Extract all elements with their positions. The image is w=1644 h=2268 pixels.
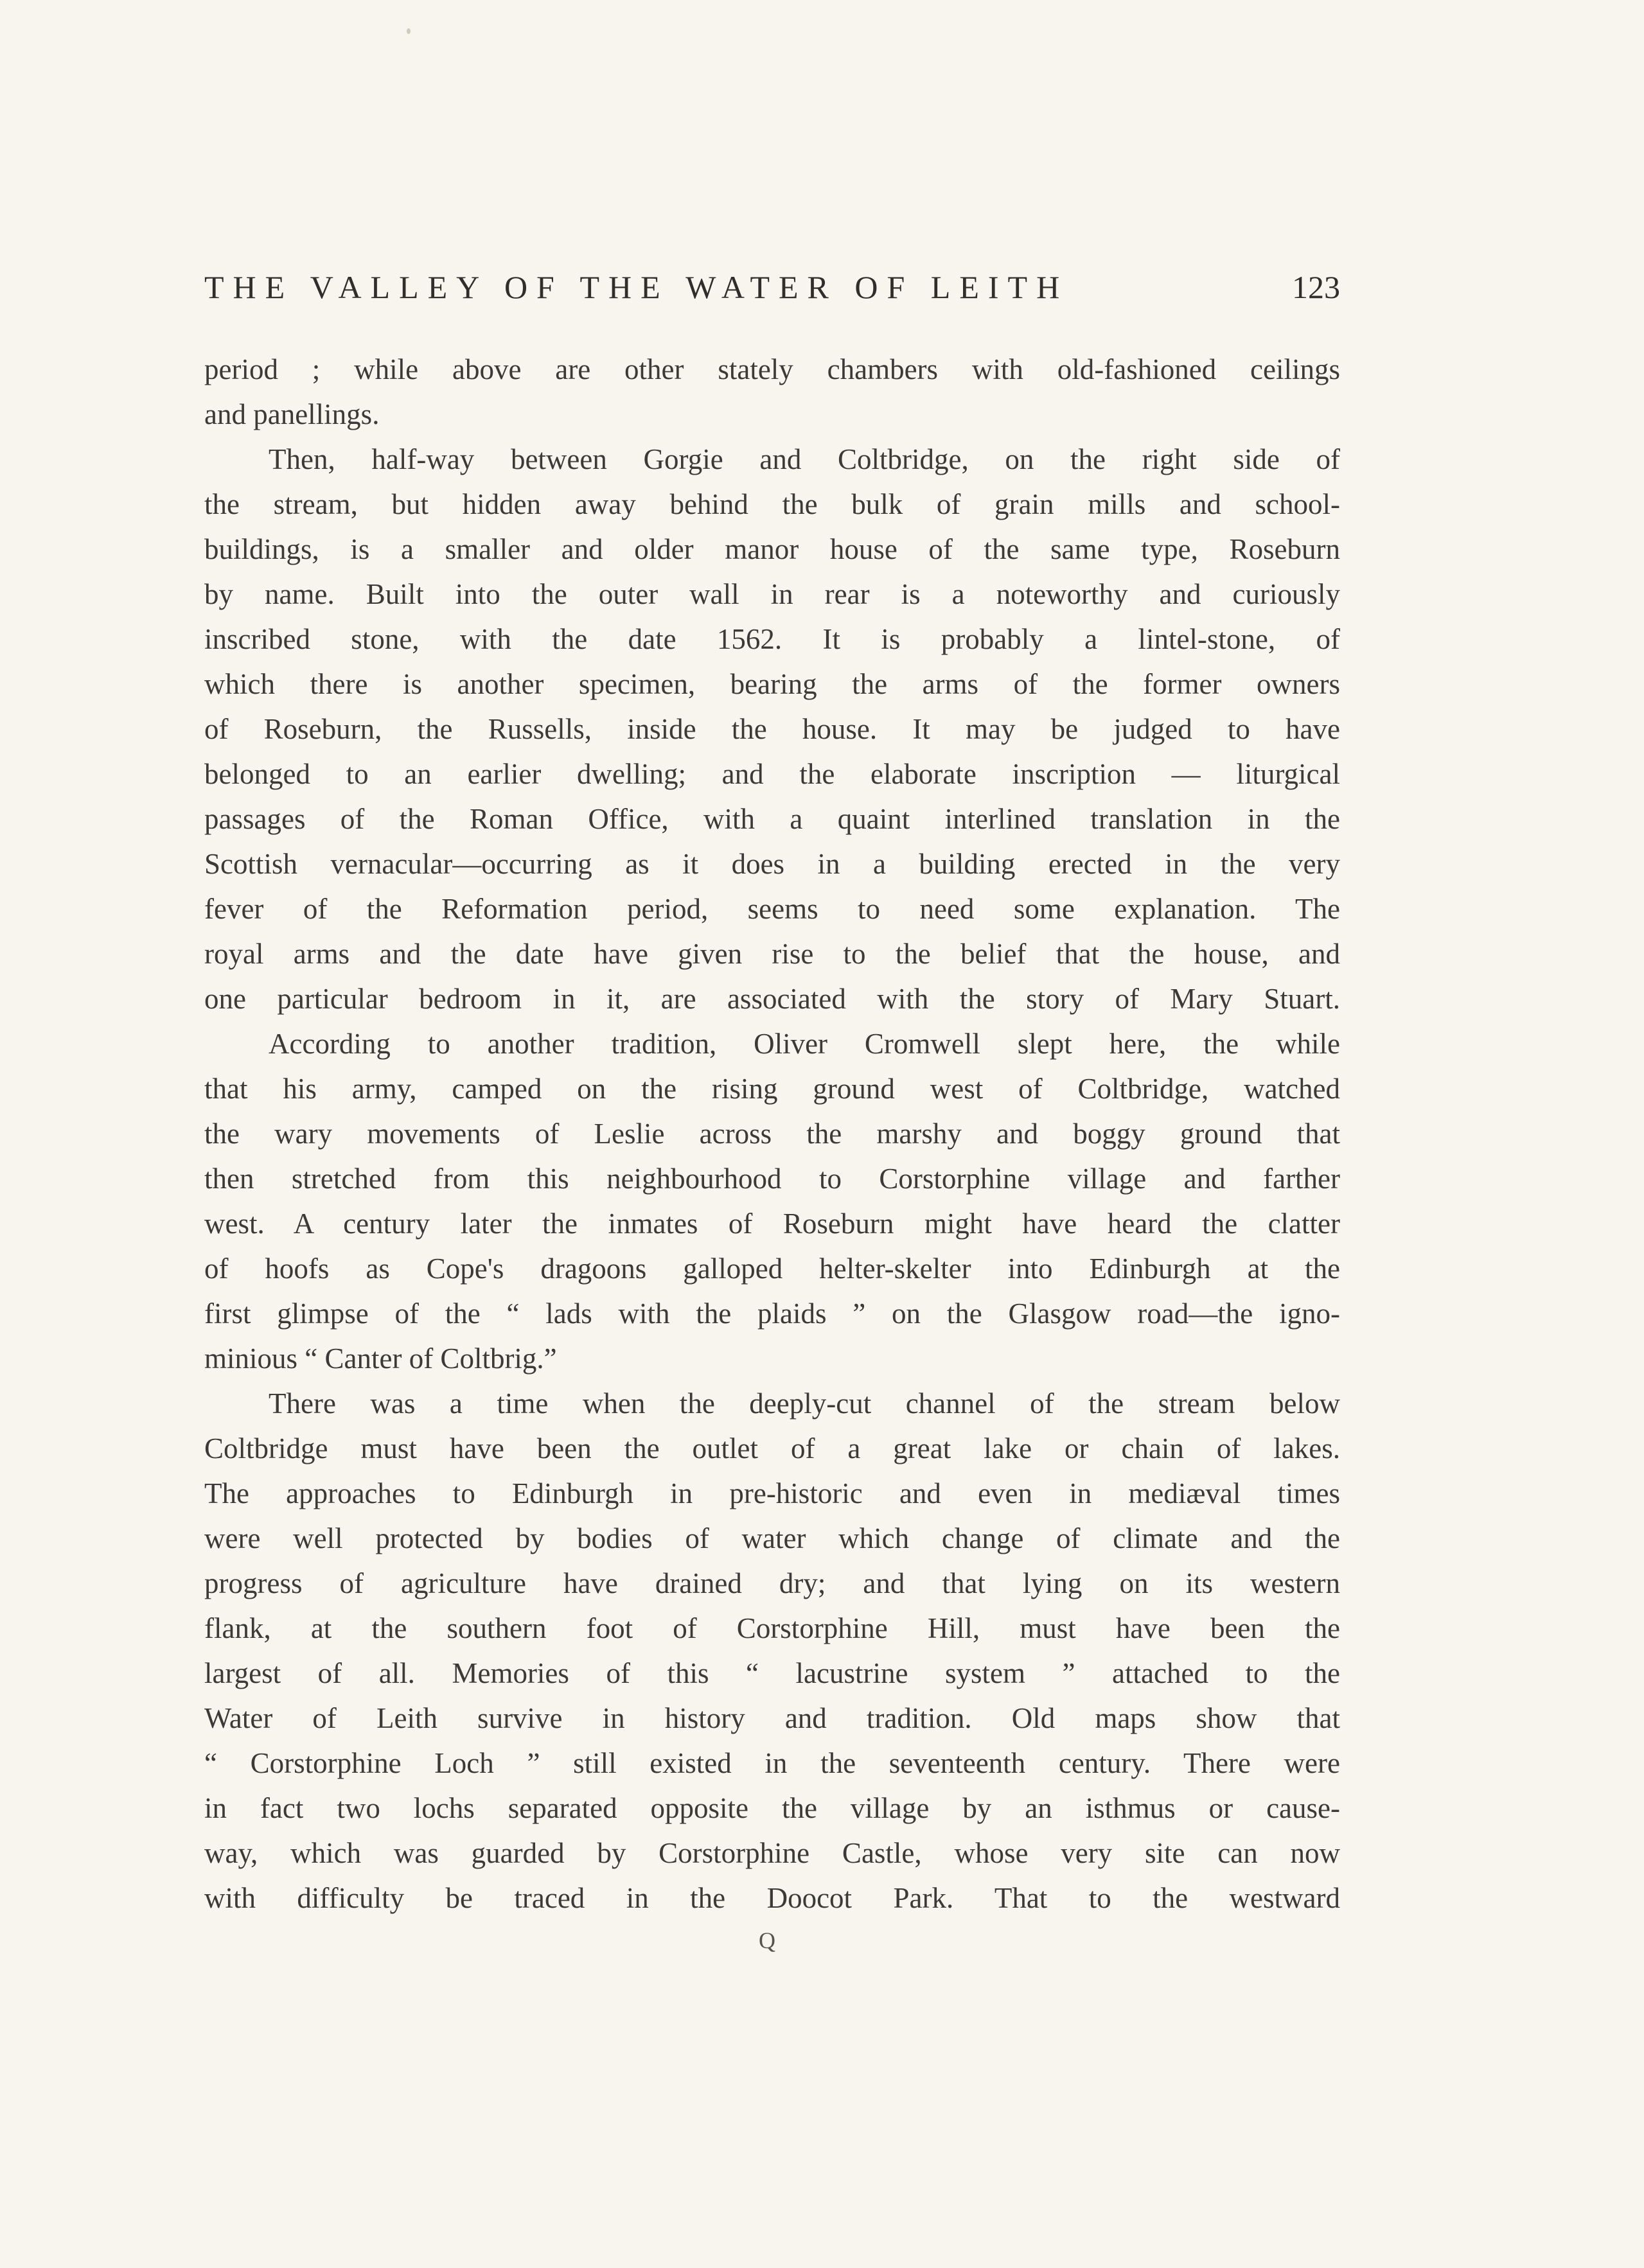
text-line: that his army, camped on the rising ground west of Coltbridge, watched (204, 1073, 1340, 1105)
text-line: by name. Built into the outer wall in rear is a noteworthy and curiously (204, 578, 1340, 610)
text-line: inscribed stone, with the date 1562. It is probably a lintel-stone, of (204, 623, 1340, 655)
running-head (204, 268, 1340, 313)
text-line: “ Corstorphine Loch ” still existed in the seventeenth century. There were (204, 1747, 1340, 1779)
text-line: of hoofs as Cope's dragoons galloped helter-skelter into Edinburgh at the (204, 1253, 1340, 1285)
paper-speck (407, 28, 411, 34)
text-line: and panellings. (204, 398, 380, 430)
text-line: passages of the Roman Office, with a quaint interlined translation in the (204, 803, 1340, 835)
text-line: west. A century later the inmates of Roseburn might have heard the clatter (204, 1208, 1340, 1240)
text-line: minious “ Canter of Coltbrig.” (204, 1342, 557, 1375)
text-line: largest of all. Memories of this “ lacustrine system ” attached to the (204, 1657, 1340, 1689)
text-line: which there is another specimen, bearing the arms of the former owners (204, 668, 1340, 700)
text-line: flank, at the southern foot of Corstorphine Hill, must have been the (204, 1612, 1340, 1644)
text-line: the stream, but hidden away behind the bulk of grain mills and school- (204, 488, 1340, 520)
text-line: belonged to an earlier dwelling; and the elaborate inscription — liturgical (204, 758, 1340, 790)
text-line: buildings, is a smaller and older manor house of the same type, Roseburn (204, 533, 1340, 565)
text-line: Water of Leith survive in history and tradition. Old maps show that (204, 1702, 1340, 1734)
text-line: first glimpse of the “ lads with the plaids ” on the Glasgow road—the igno- (204, 1297, 1340, 1330)
body-text (204, 347, 1340, 1921)
text-line: progress of agriculture have drained dry; and that lying on its western (204, 1567, 1340, 1599)
text-line: one particular bedroom in it, are associated with the story of Mary Stuart. (204, 983, 1340, 1015)
text-line: then stretched from this neighbourhood to Corstorphine village and farther (204, 1163, 1340, 1195)
text-line: The approaches to Edinburgh in pre-historic and even in mediæval times (204, 1477, 1340, 1509)
text-line: in fact two lochs separated opposite the village by an isthmus or cause- (204, 1792, 1340, 1824)
text-line: royal arms and the date have given rise to the belief that the house, and (204, 938, 1340, 970)
page-number: 123 (1292, 269, 1340, 305)
text-line: were well protected by bodies of water which change of climate and the (204, 1522, 1340, 1554)
text-line: Scottish vernacular—occurring as it does in a building erected in the very (204, 848, 1340, 880)
text-line: According to another tradition, Oliver Cromwell slept here, the while (269, 1028, 1340, 1060)
text-line: There was a time when the deeply-cut channel of the stream below (269, 1387, 1340, 1420)
text-line: Coltbridge must have been the outlet of a great lake or chain of lakes. (204, 1432, 1340, 1464)
running-title: THE VALLEY OF THE WATER OF LEITH (204, 269, 1069, 305)
text-line: Then, half-way between Gorgie and Coltbridge, on the right side of (269, 443, 1340, 475)
text-line: of Roseburn, the Russells, inside the house. It may be judged to have (204, 713, 1340, 745)
text-line: the wary movements of Leslie across the marshy and boggy ground that (204, 1118, 1340, 1150)
text-line: with difficulty be traced in the Doocot Park. That to the westward (204, 1882, 1340, 1914)
text-line: way, which was guarded by Corstorphine Castle, whose very site can now (204, 1837, 1340, 1869)
text-line: period ; while above are other stately chambers with old-fashioned ceilings (204, 353, 1340, 385)
signature-mark: Q (759, 1928, 775, 1953)
text-line: fever of the Reformation period, seems to need some explanation. The (204, 893, 1340, 925)
